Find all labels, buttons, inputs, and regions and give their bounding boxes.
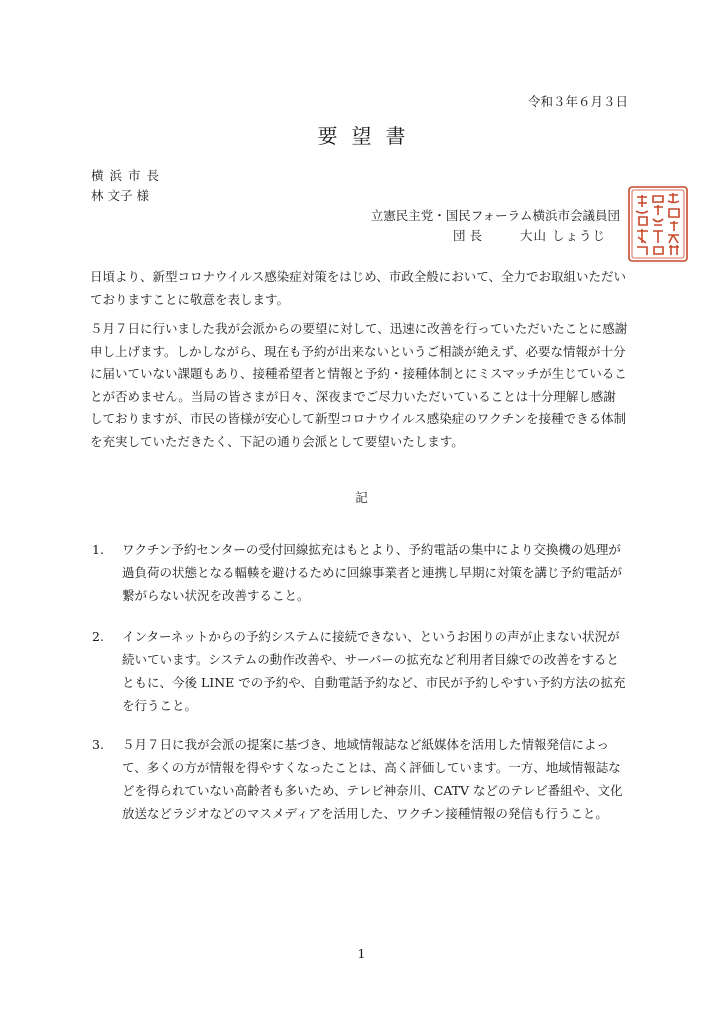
ki-heading: 記 <box>355 490 368 505</box>
item-text: ５月７日に我が会派の提案に基づき、地域情報誌など紙媒体を活用した情報発信によって、多くの方が情報を得やすくなったことは、高く評価しています。一方、地域情報誌などを得られていない高齢者も多いため、テレビ神奈川、CATV などのテレビ番組や、文化放送などラジオなどのマスメディアを活用した、ワクチン接種情報の発信も行うこと。 <box>122 737 623 821</box>
seal-stamp-icon <box>627 185 689 263</box>
item-number: 3. <box>92 737 104 752</box>
sender-leader <box>453 226 606 244</box>
page-number: 1 <box>357 946 366 961</box>
item-text: ワクチン予約センターの受付回線拡充はもとより、予約電話の集中により交換機の処理が過負荷の状態となる輻輳を避けるために回線事業者と連携し早期に対策を講じ予約電話が繋がらない状況を改善すること。 <box>122 542 623 603</box>
sender-party: 立憲民主党・国民フォーラム横浜市会議員団 <box>370 208 620 223</box>
item-number: 1. <box>92 542 104 557</box>
addressee-title: 横浜市長 <box>91 168 166 183</box>
paragraph-greeting: 日頃より、新型コロナウイルス感染症対策をはじめ、市政全般において、全力でお取組いただいておりますことに敬意を表します。 <box>90 269 627 307</box>
paragraph-background: ５月７日に行いました我が会派からの要望に対して、迅速に改善を行っていただいたことに感謝申し上げます。しかしながら、現在も予約が出来ないというご相談が絶えず、必要な情報が十分に届いていない課題もあり、接種希望者と情報と予約・接種体制とにミスマッチが生じていることが否めません。当局の皆さまが日々、深夜までご尽力いただいていることは十分理解し感謝しておりますが、市民の皆様が安心して新型コロナウイルス感染症のワクチンを接種できる体制を充実していただきたく、下記の通り会派として要望いたします。 <box>90 321 628 449</box>
leader-name: 大山 しょうじ <box>519 228 606 243</box>
date: 令和３年６月３日 <box>527 94 628 109</box>
addressee-name: 林 文子 様 <box>91 188 149 203</box>
item-number: 2. <box>92 629 104 644</box>
document-title: 要望書 <box>317 124 420 148</box>
item-text: インターネットからの予約システムに接続できない、というお困りの声が止まない状況が続いています。システムの動作改善や、サーバーの拡充など利用者目線での改善をするとともに、今後 LINE での予約や、自動電話予約など、市民が予約しやすい予約方法の拡充を行うこと。 <box>122 629 626 713</box>
leader-title: 団 長 <box>453 228 482 243</box>
